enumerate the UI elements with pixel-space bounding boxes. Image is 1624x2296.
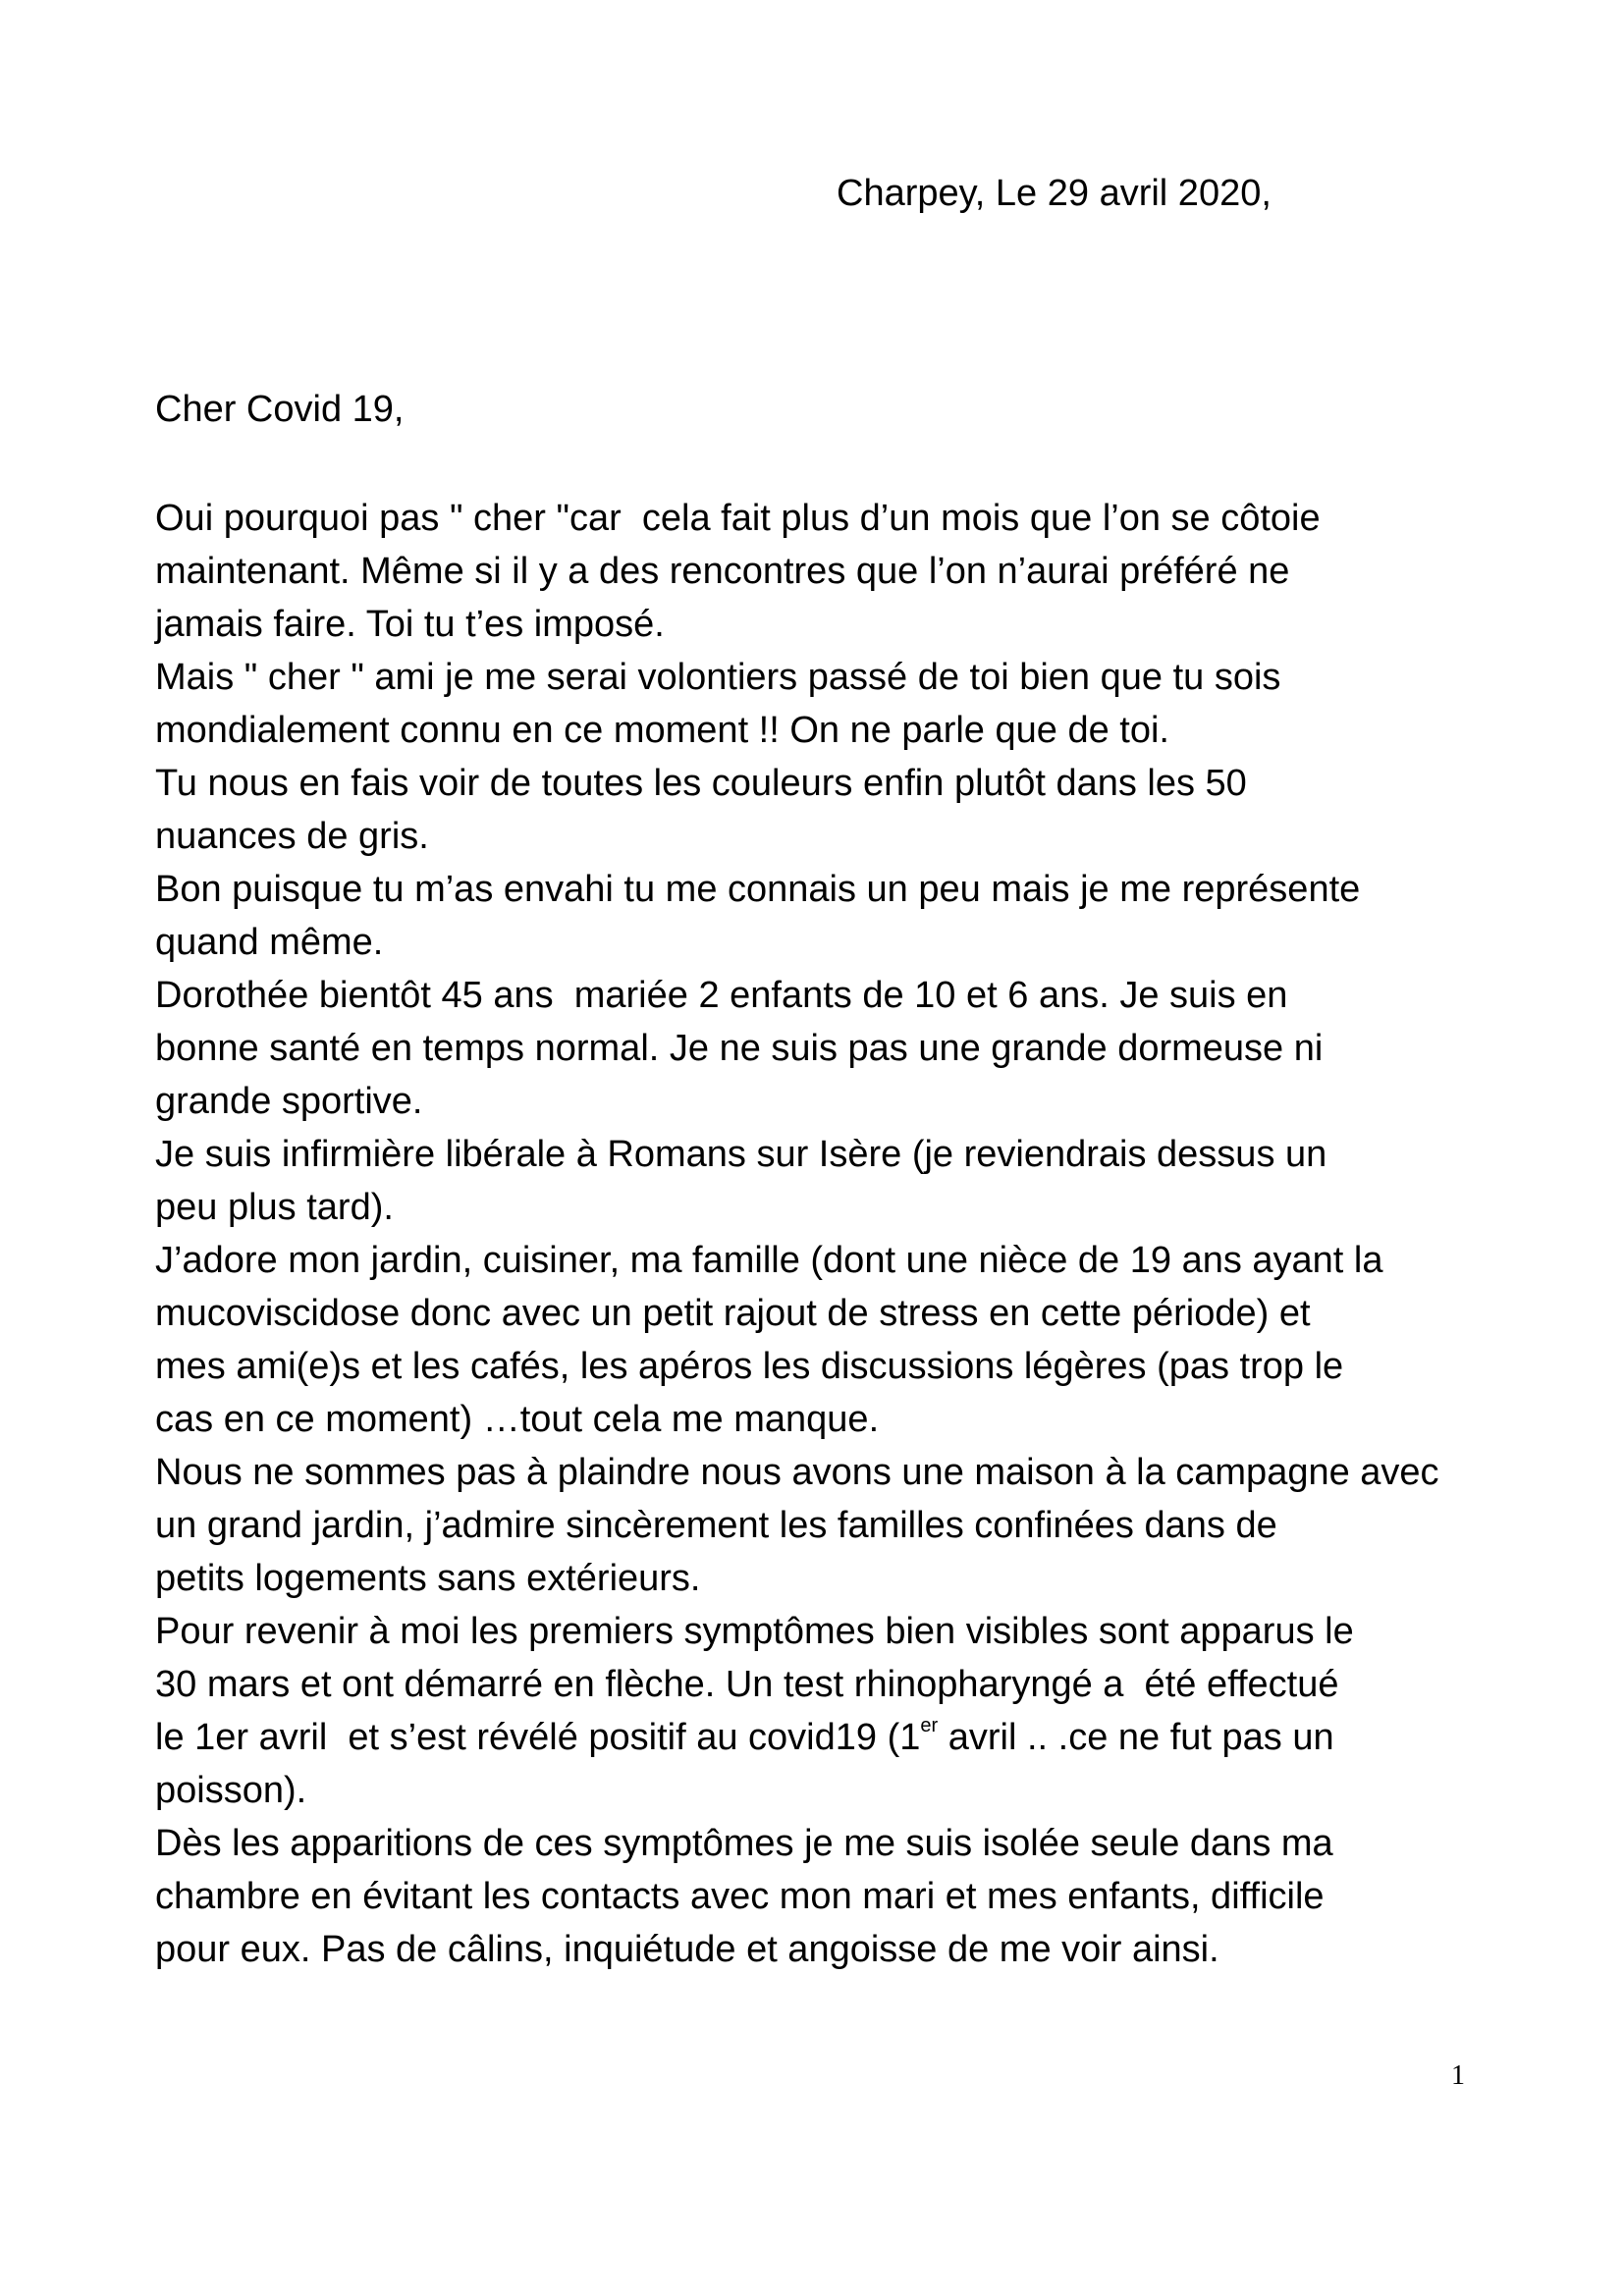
body-line: Mais " cher " ami je me serai volontiers passé de toi bien que tu sois [155, 657, 1281, 698]
page-number: 1 [1451, 2060, 1465, 2091]
body-line: Oui pourquoi pas " cher "car cela fait plus d’un mois que l’on se côtoie [155, 498, 1321, 539]
body-line: Tu nous en fais voir de toutes les couleurs enfin plutôt dans les 50 [155, 763, 1247, 804]
body-line: mondialement connu en ce moment !! On ne parle que de toi. [155, 710, 1169, 751]
line-text-after: avril .. .ce ne fut pas un [938, 1717, 1334, 1758]
body-line: nuances de gris. [155, 816, 429, 857]
body-line: Je suis infirmière libérale à Romans sur Isère (je reviendrais dessus un [155, 1134, 1327, 1175]
body-line: quand même. [155, 922, 384, 963]
body-line-with-superscript [155, 1711, 1490, 1764]
body-line: Dès les apparitions de ces symptômes je me suis isolée seule dans ma [155, 1823, 1333, 1864]
body-line: bonne santé en temps normal. Je ne suis pas une grande dormeuse ni [155, 1028, 1324, 1069]
body-line: maintenant. Même si il y a des rencontres que l’on n’aurai préféré ne [155, 551, 1290, 592]
body-line: peu plus tard). [155, 1187, 394, 1228]
body-line: pour eux. Pas de câlins, inquiétude et angoisse de me voir ainsi. [155, 1929, 1219, 1970]
body-line: poisson). [155, 1770, 307, 1811]
ordinal-superscript: er [920, 1715, 939, 1737]
body-line: Dorothée bientôt 45 ans mariée 2 enfants de 10 et 6 ans. Je suis en [155, 975, 1288, 1016]
line-text-before: le 1er avril et s’est révélé positif au covid19 (1 [155, 1717, 921, 1758]
letter-body [155, 492, 1490, 1976]
body-line: cas en ce moment) …tout cela me manque. [155, 1399, 880, 1440]
body-line: grande sportive. [155, 1081, 423, 1122]
body-line: 30 mars et ont démarré en flèche. Un test rhinopharyngé a été effectué [155, 1664, 1339, 1705]
body-line: chambre en évitant les contacts avec mon mari et mes enfants, difficile [155, 1876, 1325, 1917]
body-line: J’adore mon jardin, cuisiner, ma famille (dont une nièce de 19 ans ayant la [155, 1240, 1383, 1281]
body-line: mucoviscidose donc avec un petit rajout de stress en cette période) et [155, 1293, 1311, 1334]
body-line: Pour revenir à moi les premiers symptômes bien visibles sont apparus le [155, 1611, 1354, 1652]
body-line: Nous ne sommes pas à plaindre nous avons une maison à la campagne avec [155, 1452, 1439, 1493]
body-line: un grand jardin, j’admire sincèrement les familles confinées dans de [155, 1505, 1277, 1546]
body-line: Bon puisque tu m’as envahi tu me connais un peu mais je me représente [155, 869, 1361, 910]
body-line: petits logements sans extérieurs. [155, 1558, 701, 1599]
body-line: mes ami(e)s et les cafés, les apéros les discussions légères (pas trop le [155, 1346, 1344, 1387]
letter-salutation: Cher Covid 19, [155, 389, 405, 430]
body-line: jamais faire. Toi tu t’es imposé. [155, 604, 665, 645]
letter-dateline: Charpey, Le 29 avril 2020, [837, 173, 1272, 214]
